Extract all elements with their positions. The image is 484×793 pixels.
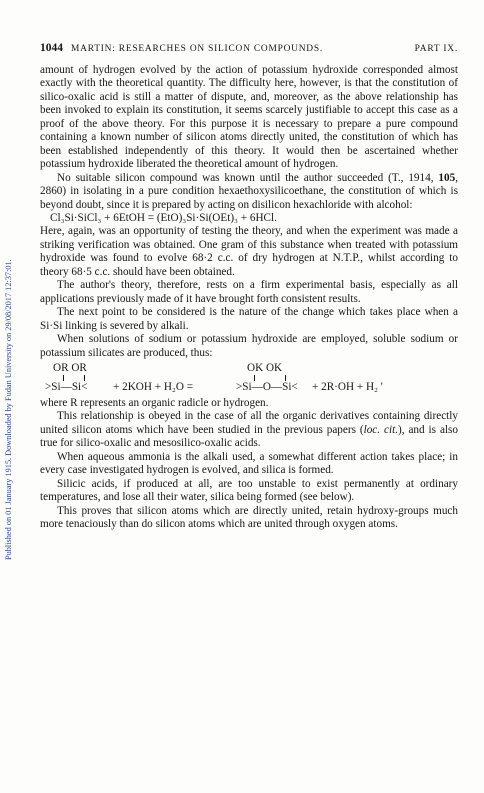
paragraph: where R represents an organic radicle or hydrogen.: [40, 396, 269, 409]
reagents: + 2KOH + H₂O =: [113, 380, 194, 393]
part-label: PART IX.: [414, 44, 458, 54]
text-run: , 2860) in isolating in a pure condition hexaethoxysilicoethane, the constitution of which is beyond doubt, since it is prepared by acting on disilicon hexachloride with alcohol:: [40, 171, 458, 211]
lhs-formula: >Si—Si<: [45, 380, 88, 393]
running-header: [40, 42, 458, 56]
structural-equation: [40, 362, 458, 396]
rhs-formula: >Si—O—Si<: [236, 380, 298, 393]
paragraph: This proves that silicon atoms which are directly united, retain hydroxy-groups much more tenaciously than do silicon atoms which are united through oxygen atoms.: [40, 504, 458, 531]
page-number: 1044: [40, 42, 63, 54]
paragraph: Here, again, was an opportunity of testing the theory, and when the experiment was made a striking verification was obtained. One gram of this substance when treated with potassium hydroxide was found to evolve 68·2 c.c. of dry hydrogen at N.T.P., whilst according to theory 68·5 c.c. should have been obtained.: [40, 225, 458, 278]
paragraph: When aqueous ammonia is the alkali used, a somewhat different action takes place; in every case investigated hydrogen is evolved, and silica is formed.: [40, 450, 458, 477]
paragraph: The next point to be considered is the nature of the change which takes place when a Si·Si linking is severed by alkali.: [40, 306, 458, 332]
running-title: MARTIN: RESEARCHES ON SILICON COMPOUNDS.: [71, 44, 324, 54]
paragraph: The author's theory, therefore, rests on a firm experimental basis, especially as all applications previously made of it have brought forth consistent results.: [40, 279, 458, 305]
rhs-groups: OK OK: [247, 361, 283, 374]
text-run: No suitable silicon compound was known until the author succeeded (T., 1914,: [57, 171, 439, 184]
download-watermark: Published on 01 January 1915. Downloaded by Fudan University on 29/08/2017 12:37:01.: [4, 259, 13, 561]
paragraph: [40, 172, 458, 212]
paragraph: amount of hydrogen evolved by the action of potassium hydroxide corresponded almost exactly with the theoretical quantity. The difficulty here, however, is that the constitution of silico-oxalic acid is still a matter of dispute, and, moreover, as the above relationship has been invoked to explain its constitution, it seems scarcely justifiable to accept this case as a proof of the above theory. For this purpose it is necessary to prepare a pure compound containing a known number of silicon atoms directly united, the constitution of which has been established independently of this theory. It would then be ascertained whether potassium hydroxide liberated the theoretical amount of hydrogen.: [40, 64, 458, 171]
equation: Cl₃Si·SiCl₃ + 6EtOH = (EtO)₃Si·Si(OEt)₃ + 6HCl.: [50, 211, 277, 224]
article-body: [40, 64, 458, 532]
lhs-groups: OR OR: [53, 361, 87, 374]
text-run: ), and is also true for silico-oxalic and mesosilico-oxalic acids.: [40, 423, 458, 450]
citation: loc. cit.: [363, 423, 398, 436]
text-run: This relationship is obeyed in the case of all the organic derivatives containing directly united silicon atoms which have been studied in the previous papers (: [40, 410, 458, 436]
products: + 2R·OH + H₂ ': [312, 380, 383, 393]
paragraph: When solutions of sodium or potassium hydroxide are employed, soluble sodium or potassium silicates are produced, thus:: [40, 333, 458, 359]
volume-number: 105: [438, 171, 456, 184]
paragraph: [40, 410, 458, 450]
paragraph: Silicic acids, if produced at all, are too unstable to exist permanently at ordinary temperatures, and lose all their water, silica being formed (see below).: [40, 477, 458, 504]
